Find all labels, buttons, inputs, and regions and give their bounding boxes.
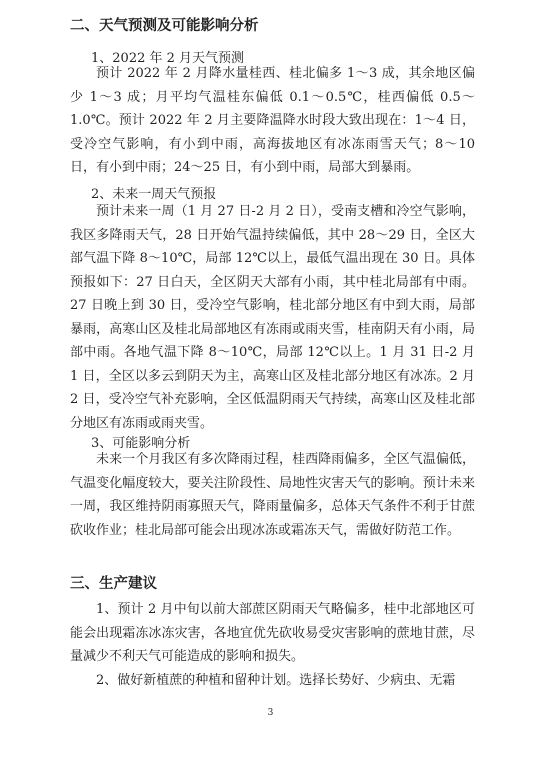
- paragraph-week-forecast: 预计未来一周（1 月 27 日-2 月 2 日），受南支槽和冷空气影响，我区多降雨天气，28 日开始气温持续偏低，其中 28～29 日，全区大部气温下降 8～10℃，局部 12℃以上，最低气温出现在 30 日。具体预报如下：27 日白天，全区阴天大部有小雨，其中桂北局部有中雨。27 日晚上到 30 日，受冷空气影响，桂北部分地区有中到大雨，局部暴雨，高寒山区及桂北局部地区有冻雨或雨夹雪，桂南阴天有小雨，局部中雨。各地气温下降 8～10℃，局部 12℃以上。1 月 31 日-2 月 1 日，全区以多云到阴天为主，高寒山区及桂北部分地区有冰冻。2 月 2 日，受冷空气补充影响，全区低温阴雨天气持续，高寒山区及桂北部分地区有冻雨或雨夹雪。: [70, 204, 475, 431]
- paragraph-impact-analysis: 未来一个月我区有多次降雨过程，桂西降雨偏多，全区气温偏低，气温变化幅度较大，要关注阶段性、局地性灾害天气的影响。预计未来一周，我区维持阴雨寡照天气，降雨量偏多，总体天气条件不利于甘蔗砍收作业；桂北局部可能会出现冰冻或霜冻天气，需做好防范工作。: [70, 452, 475, 538]
- paragraph-production-2: 2、做好新植蔗的种植和留种计划。选择长势好、少病虫、无霜: [96, 673, 456, 688]
- section-heading-forecast: 二、天气预测及可能影响分析: [70, 18, 259, 34]
- paragraph-feb-forecast: 预计 2022 年 2 月降水量桂西、桂北偏多 1～3 成，其余地区偏少 1～3 成；月平均气温桂东偏低 0.1～0.5℃，桂西偏低 0.5～1.0℃。预计 2022 年 2 月主要降温降水时段大致出现在：1～4 日，受冷空气影响，有小到中雨，高海拔地区有冰冻雨雪天气；8～10 日，有小到中雨；24～25 日，有小到中雨，局部大到暴雨。: [70, 66, 475, 175]
- page-number: 3: [267, 708, 274, 718]
- subheading-impact-analysis: 3、可能影响分析: [91, 436, 191, 451]
- paragraph-production-1: 1、预计 2 月中旬以前大部蔗区阴雨天气略偏多，桂中北部地区可能会出现霜冻冰冻灾害，各地宜优先砍收易受灾害影响的蔗地甘蔗，尽量减少不利天气可能造成的影响和损失。: [70, 602, 475, 664]
- subheading-week-forecast: 2、未来一周天气预报: [91, 187, 217, 202]
- subheading-feb-forecast: 1、2022 年 2 月天气预测: [91, 51, 245, 66]
- section-heading-production: 三、生产建议: [70, 576, 157, 592]
